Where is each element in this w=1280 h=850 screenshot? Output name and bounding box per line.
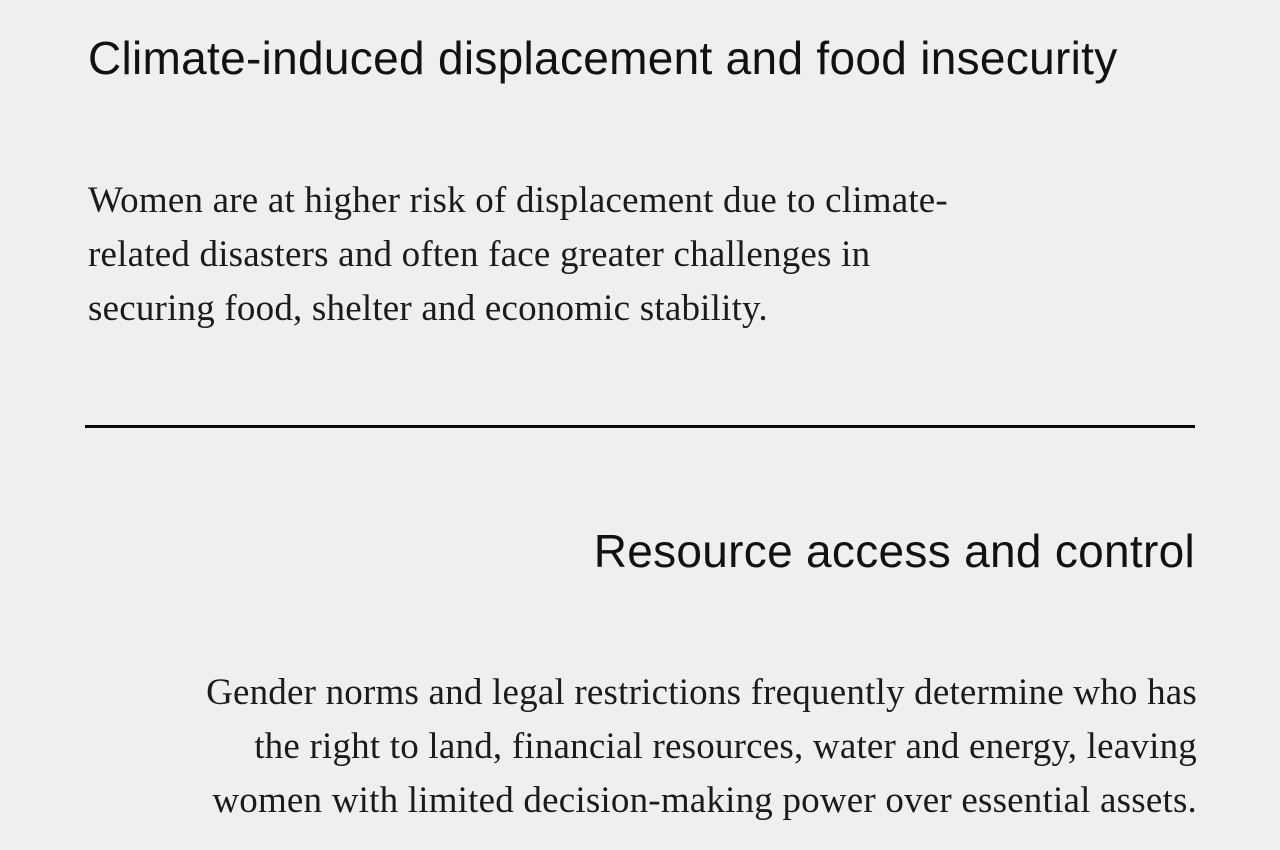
section-2-body-line-2: the right to land, financial resources, water and energy, leaving — [254, 726, 1197, 767]
section-2-title: Resource access and control — [593, 525, 1195, 577]
section-2-paragraph — [83, 666, 1197, 828]
section-2-body-line-3: women with limited decision-making power over essential assets. — [212, 780, 1197, 821]
section-2-body-line-1: Gender norms and legal restrictions frequently determine who has — [206, 672, 1197, 713]
section-1-body-line-3: securing food, shelter and economic stability. — [88, 288, 768, 329]
section-divider — [85, 425, 1195, 428]
section-1-body-line-1: Women are at higher risk of displacement due to climate- — [88, 180, 948, 221]
section-1-body-line-2: related disasters and often face greater challenges in — [88, 234, 871, 275]
section-1-paragraph — [88, 174, 1188, 336]
section-1-title: Climate-induced displacement and food insecurity — [88, 32, 1118, 84]
